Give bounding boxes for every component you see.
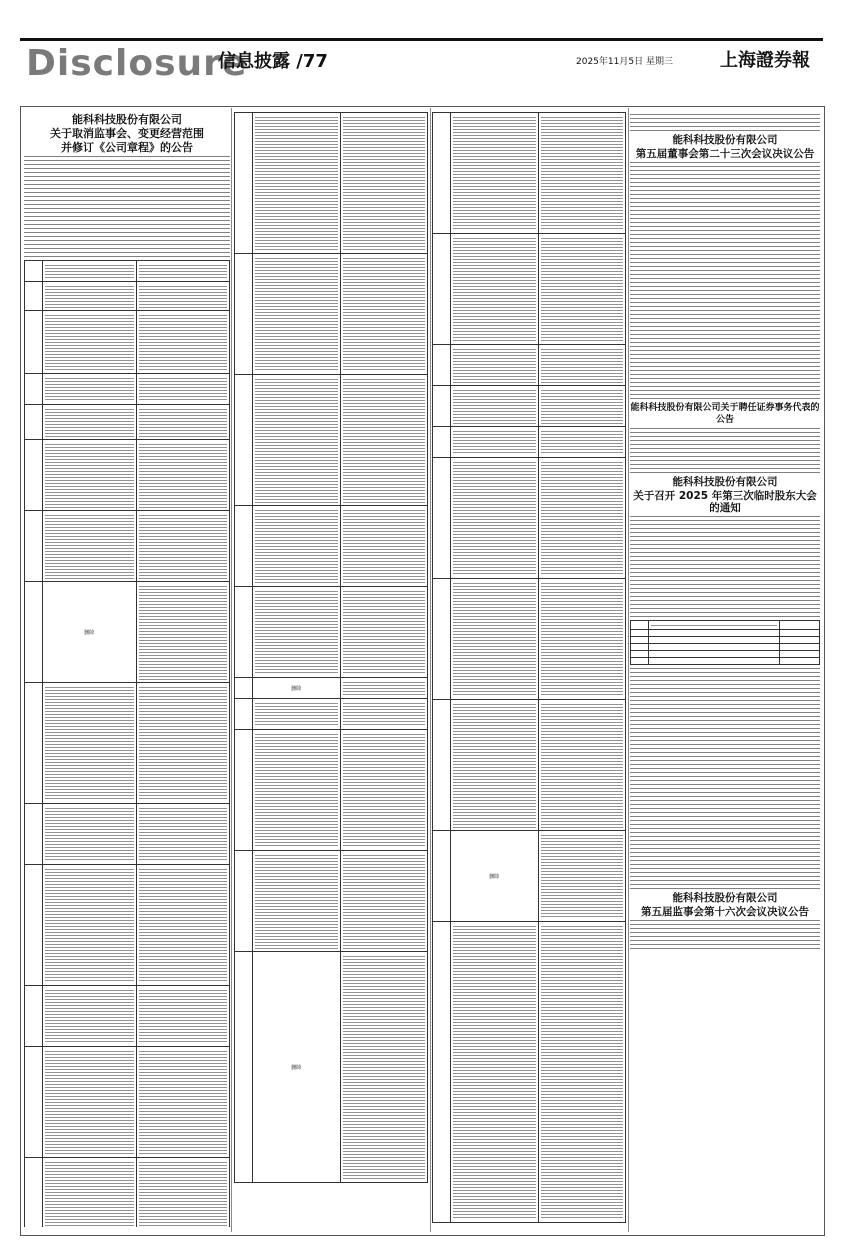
notice-company: 能科科技股份有限公司: [672, 476, 778, 488]
notice-title: 能科科技股份有限公司关于聘任证券事务代表的公告: [630, 403, 820, 425]
notice-company: 能科科技股份有限公司: [672, 892, 778, 904]
repeal-label: 删除: [253, 678, 341, 698]
notice-company: 能科科技股份有限公司: [672, 134, 778, 146]
column-1: [24, 112, 230, 1227]
section-title: 信息披露 /77: [218, 51, 328, 72]
column-2: [234, 112, 428, 1227]
column-divider: [231, 108, 232, 1232]
repeal-label: 删除: [43, 582, 137, 682]
body-text: [630, 162, 820, 399]
body-text: [630, 516, 820, 617]
notice-title: 第五届监事会第十六次会议决议公告: [641, 906, 809, 918]
column-divider: [430, 108, 431, 1232]
amendment-table: [24, 260, 230, 1227]
amendment-table-continued: [432, 112, 626, 1223]
notice-title: 第五届董事会第二十三次会议决议公告: [635, 148, 815, 160]
body-text: [630, 428, 820, 473]
body-text: [630, 920, 820, 949]
newspaper-logo: 上海證券報: [720, 50, 810, 71]
issue-date: 2025年11月5日 星期三: [576, 57, 673, 67]
notice-company: 能科科技股份有限公司: [72, 113, 182, 126]
column-divider: [628, 108, 629, 1232]
notice-title: 关于召开 2025 年第三次临时股东大会的通知: [633, 490, 817, 514]
repeal-label: 删除: [451, 831, 539, 921]
masthead-rule: [20, 38, 823, 41]
body-text: [630, 668, 820, 889]
column-3: [432, 112, 626, 1227]
repeal-label: 删除: [253, 952, 341, 1182]
body-text: [630, 114, 820, 131]
body-text: [24, 156, 230, 257]
amendment-table-continued: [234, 112, 428, 1183]
notice-title: 关于取消监事会、变更经营范围: [50, 127, 204, 140]
masthead: [20, 38, 823, 86]
column-4: [630, 112, 820, 1227]
notice-title: 并修订《公司章程》的公告: [61, 141, 193, 154]
brand-wordmark: Disclosure: [26, 43, 248, 84]
agenda-table: [630, 620, 820, 665]
